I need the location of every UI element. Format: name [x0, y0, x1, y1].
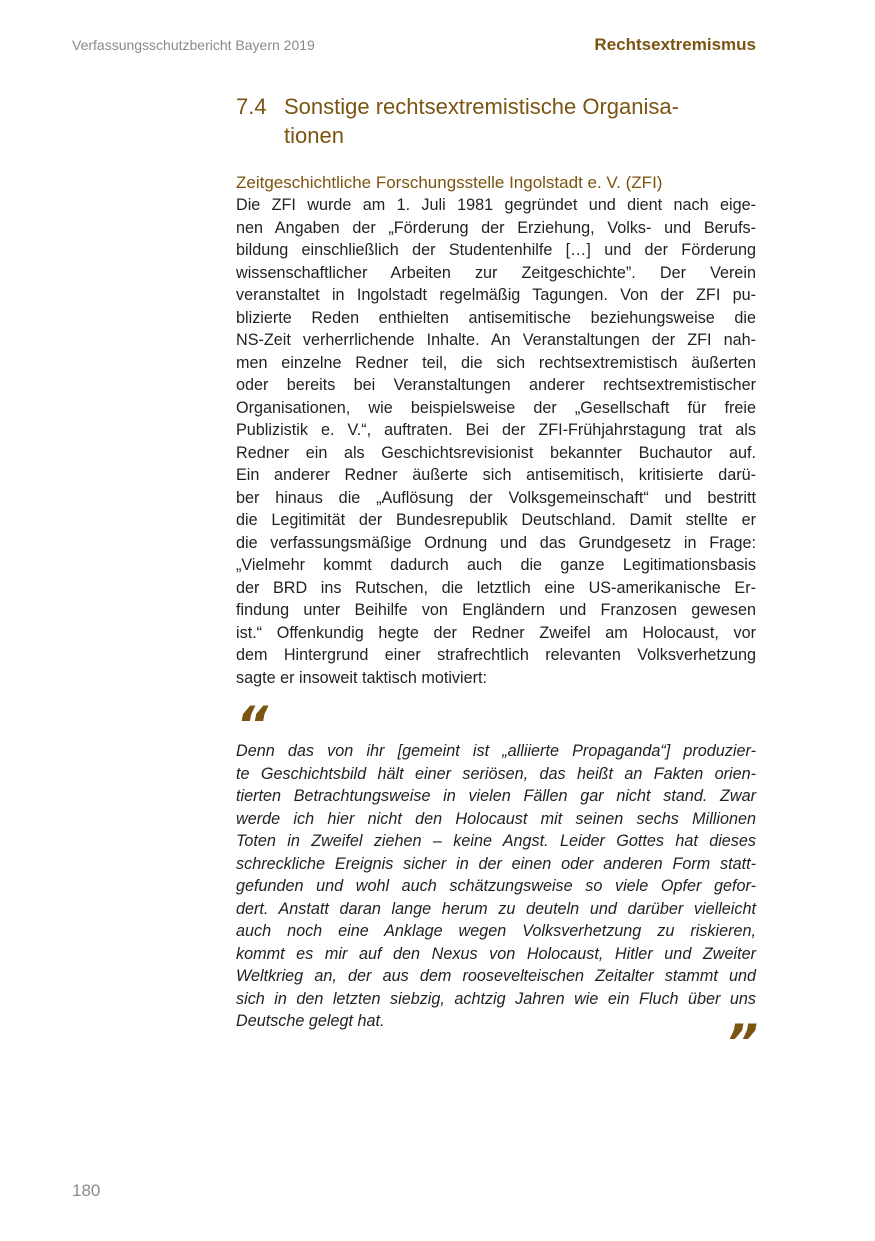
text-line: Denn das von ihr [gemeint ist „alliierte Propaganda“] produzier-: [236, 742, 756, 760]
text-line: findung unter Beihilfe von Engländern und Franzosen gewesen: [236, 601, 756, 619]
text-line: Weltkrieg an, der aus dem roosevelteischen Zeitalter stammt und: [236, 967, 756, 985]
text-line: „Vielmehr kommt dadurch auch die ganze Legitimationsbasis: [236, 556, 756, 574]
text-line: Ein anderer Redner äußerte sich antisemitisch, kritisierte darü-: [236, 466, 756, 484]
text-line: kommt es mir auf den Nexus von Holocaust, Hitler und Zweiter: [236, 944, 756, 963]
text-line: veranstaltet in Ingolstadt regelmäßig Tagungen. Von der ZFI pu-: [236, 286, 756, 304]
text-line: sagte er insoweit taktisch motiviert:: [236, 668, 488, 687]
text-line: bildung einschließlich der Studentenhilfe […] und der Förderung: [236, 241, 756, 259]
text-line: nen Angaben der „Förderung der Erziehung, Volks- und Berufs-: [236, 218, 756, 237]
text-line: ist.“ Offenkundig hegte der Redner Zweifel am Holocaust, vor: [236, 623, 756, 642]
text-line: gefunden und wohl auch schätzungsweise so viele Opfer gefor-: [236, 877, 756, 895]
organization-body-text: [236, 194, 756, 689]
section-title: [284, 92, 754, 150]
section-number: 7.4: [236, 94, 267, 119]
text-line: dert. Anstatt daran lange herum zu deuteln und darüber vielleicht: [236, 899, 756, 918]
text-line: NS-Zeit verherrlichende Inhalte. An Veranstaltungen der ZFI nah-: [236, 331, 756, 349]
text-line: ber hinaus die „Auflösung der Volksgemeinschaft“ und bestritt: [236, 488, 756, 507]
opening-quote-mark: “: [236, 696, 269, 754]
text-line: dem Hintergrund einer strafrechtlich relevanten Volksverhetzung: [236, 646, 756, 664]
section-title-line: tionen: [284, 123, 344, 148]
text-line: Redner ein als Geschichtsrevisionist bekannter Buchautor auf.: [236, 443, 756, 462]
text-line: tierten Betrachtungsweise in vielen Fällen gar nicht stand. Zwar: [236, 787, 756, 805]
text-line: der BRD ins Rutschen, die letztlich eine US-amerikanische Er-: [236, 578, 756, 597]
closing-quote-mark: ”: [726, 1014, 759, 1072]
text-line: auch noch eine Anklage wegen Volksverhetzung zu riskieren,: [236, 922, 756, 940]
text-line: men einzelne Redner teil, die sich rechtsextremistisch äußerten: [236, 353, 756, 372]
text-line: die verfassungsmäßige Ordnung und das Grundgesetz in Frage:: [236, 533, 756, 552]
running-header: [72, 36, 756, 56]
text-line: sich in den letzten siebzig, achtzig Jahren wie ein Fluch über uns: [236, 989, 756, 1008]
text-line: Die ZFI wurde am 1. Juli 1981 gegründet und dient nach eige-: [236, 196, 756, 214]
text-line: werde ich hier nicht den Holocaust mit seinen sechs Millionen: [236, 809, 756, 828]
text-line: wissenschaftlicher Arbeiten zur Zeitgeschichte”. Der Verein: [236, 263, 756, 282]
text-line: Toten in Zweifel ziehen – keine Angst. Leider Gottes hat dieses: [236, 832, 756, 850]
chapter-title: Rechtsextremismus: [594, 35, 756, 54]
text-line: Organisationen, wie beispielsweise der „Gesellschaft für freie: [236, 398, 756, 417]
text-line: schreckliche Ereignis sicher in der einen oder anderen Form statt-: [236, 854, 756, 873]
text-line: Publizistik e. V.“, auftraten. Bei der ZFI-Frühjahrstagung trat als: [236, 421, 756, 439]
text-line: Deutsche gelegt hat.: [236, 1012, 385, 1030]
text-line: te Geschichtsbild hält einer seriösen, das heißt an Fakten orien-: [236, 764, 756, 783]
page-number: 180: [72, 1181, 101, 1200]
text-line: die Legitimität der Bundesrepublik Deutschland. Damit stellte er: [236, 511, 756, 529]
organization-heading: Zeitgeschichtliche Forschungsstelle Ingolstadt e. V. (ZFI): [236, 173, 663, 192]
text-line: oder bereits bei Veranstaltungen anderer rechtsextremistischer: [236, 376, 756, 394]
text-line: blizierte Reden enthielten antisemitische beziehungsweise die: [236, 308, 756, 327]
quotation-block: [236, 740, 756, 1033]
publication-title: Verfassungsschutzbericht Bayern 2019: [72, 37, 315, 53]
section-title-line: Sonstige rechtsextremistische Organisa-: [284, 94, 679, 119]
